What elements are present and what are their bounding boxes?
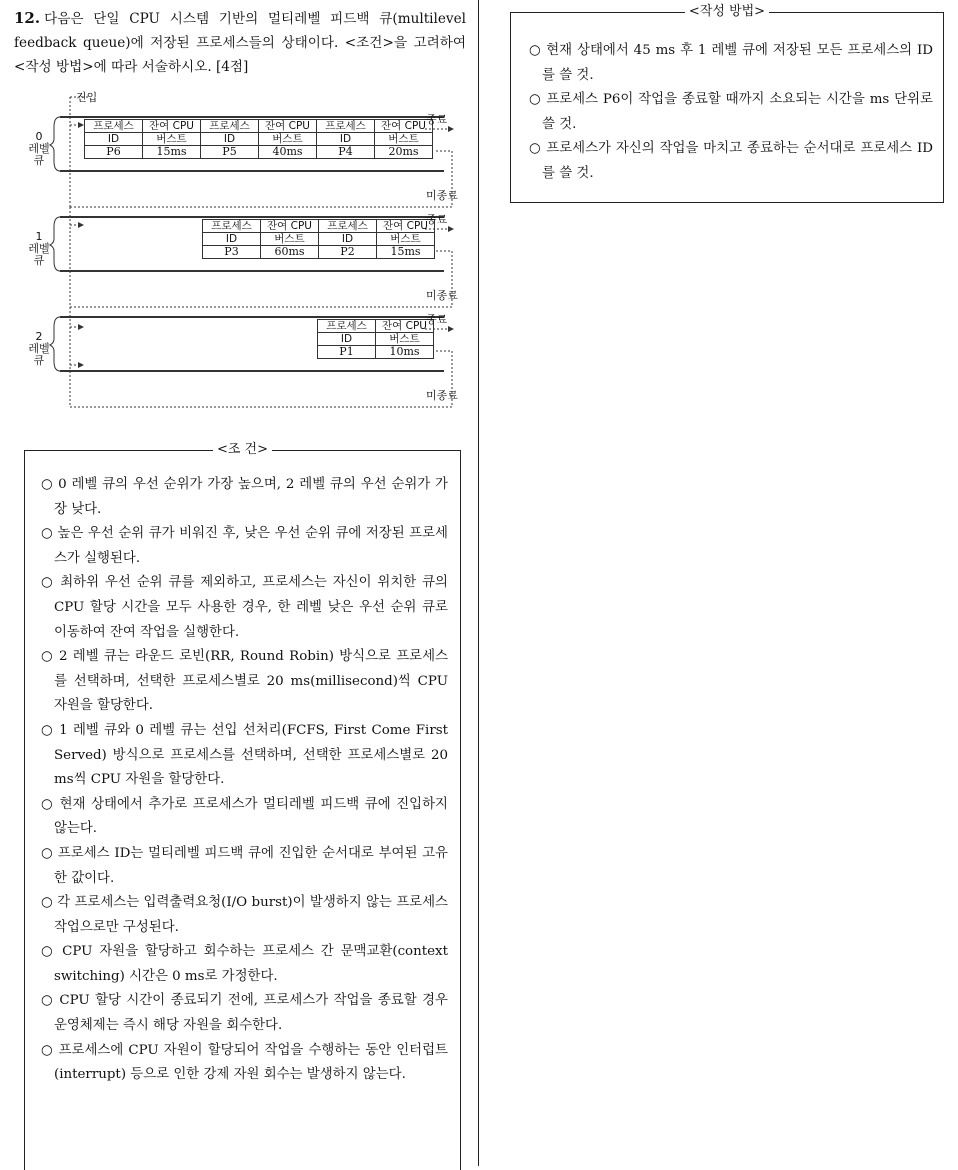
method-item: ○ 현재 상태에서 45 ms 후 1 레벨 큐에 저장된 모든 프로세스의 ID를 쓸 것. (529, 39, 933, 88)
column-divider (478, 0, 479, 1166)
condition-item: ○ 현재 상태에서 추가로 프로세스가 멀티레벨 피드백 큐에 진입하지 않는다. (41, 793, 448, 842)
conditions-box (24, 442, 461, 1170)
method-title: <작성 방법> (511, 4, 943, 20)
level-1-label: 1 레벨 큐 (28, 230, 50, 267)
process-id: P6 (85, 146, 143, 159)
burst-value: 20ms (375, 146, 433, 159)
burst-value: 15ms (377, 246, 435, 259)
conditions-title: <조 건> (25, 442, 460, 458)
level-2-table: 프로세스 잔여 CPU ID 버스트 P1 10ms (317, 319, 434, 359)
process-id: P2 (319, 246, 377, 259)
condition-item: ○ 1 레벨 큐와 0 레벨 큐는 선입 선처리(FCFS, First Come First Served) 방식으로 프로세스를 선택하며, 선택한 프로세스별로 20 ms씩 CPU 자원을 할당한다. (41, 719, 448, 793)
not-done-label: 미종료 (426, 289, 458, 302)
level-1-table: 프로세스 잔여 CPU 프로세스 잔여 CPU ID 버스트 ID 버스트 P3 60ms P2 15ms (202, 219, 435, 259)
process-id: P4 (317, 146, 375, 159)
condition-item: ○ 높은 우선 순위 큐가 비워진 후, 낮은 우선 순위 큐에 저장된 프로세스가 실행된다. (41, 522, 448, 571)
condition-item: ○ 프로세스에 CPU 자원이 할당되어 작업을 수행하는 동안 인터럽트(interrupt) 등으로 인한 강제 자원 회수는 발생하지 않는다. (41, 1039, 448, 1088)
not-done-label: 미종료 (426, 389, 458, 402)
process-id: P3 (203, 246, 261, 259)
method-list (529, 39, 933, 187)
left-column (14, 6, 466, 417)
question-number: 12. (14, 9, 41, 27)
method-item: ○ 프로세스 P6이 작업을 종료할 때까지 소요되는 시간을 ms 단위로 쓸 것. (529, 88, 933, 137)
condition-item: ○ CPU 할당 시간이 종료되기 전에, 프로세스가 작업을 종료할 경우 운영체제는 즉시 해당 자원을 회수한다. (41, 989, 448, 1038)
question-body: 다음은 단일 CPU 시스템 기반의 멀티레벨 피드백 큐(multilevel feedback queue)에 저장된 프로세스들의 상태이다. <조건>을 고려하여 <작성 방법>에 따라 서술하시오. [4점] (14, 11, 466, 75)
conditions-list (41, 473, 448, 1088)
condition-item: ○ CPU 자원을 할당하고 회수하는 프로세스 간 문맥교환(context switching) 시간은 0 ms로 가정한다. (41, 940, 448, 989)
done-label: 종료 (426, 113, 448, 126)
process-id: P1 (318, 346, 376, 359)
level-2-label: 2 레벨 큐 (28, 330, 50, 367)
burst-value: 60ms (261, 246, 319, 259)
process-id: P5 (201, 146, 259, 159)
condition-item: ○ 각 프로세스는 입력출력요청(I/O burst)이 발생하지 않는 프로세스 작업으로만 구성된다. (41, 891, 448, 940)
not-done-label: 미종료 (426, 189, 458, 202)
condition-item: ○ 0 레벨 큐의 우선 순위가 가장 높으며, 2 레벨 큐의 우선 순위가 가장 낮다. (41, 473, 448, 522)
mlfq-diagram (14, 87, 466, 417)
question-text (14, 6, 466, 79)
condition-item: ○ 2 레벨 큐는 라운드 로빈(RR, Round Robin) 방식으로 프로세스를 선택하며, 선택한 프로세스별로 20 ms(millisecond)씩 CPU 자원을 할당한다. (41, 645, 448, 719)
method-box (510, 4, 944, 203)
entry-label: 진입 (76, 91, 98, 104)
level-0-table: 프로세스 잔여 CPU 프로세스 잔여 CPU 프로세스 잔여 CPU ID 버스트 ID 버스트 ID 버스트 P6 15ms P5 40ms P4 20ms (84, 119, 433, 159)
condition-item: ○ 최하위 우선 순위 큐를 제외하고, 프로세스는 자신이 위치한 큐의 CPU 할당 시간을 모두 사용한 경우, 한 레벨 낮은 우선 순위 큐로 이동하여 잔여 작업을 실행한다. (41, 571, 448, 645)
method-item: ○ 프로세스가 자신의 작업을 마치고 종료하는 순서대로 프로세스 ID를 쓸 것. (529, 137, 933, 186)
burst-value: 15ms (143, 146, 201, 159)
condition-item: ○ 프로세스 ID는 멀티레벨 피드백 큐에 진입한 순서대로 부여된 고유한 값이다. (41, 842, 448, 891)
done-label: 종료 (426, 313, 448, 326)
burst-value: 10ms (376, 346, 434, 359)
level-0-label: 0 레벨 큐 (28, 130, 50, 167)
done-label: 종료 (426, 213, 448, 226)
burst-value: 40ms (259, 146, 317, 159)
